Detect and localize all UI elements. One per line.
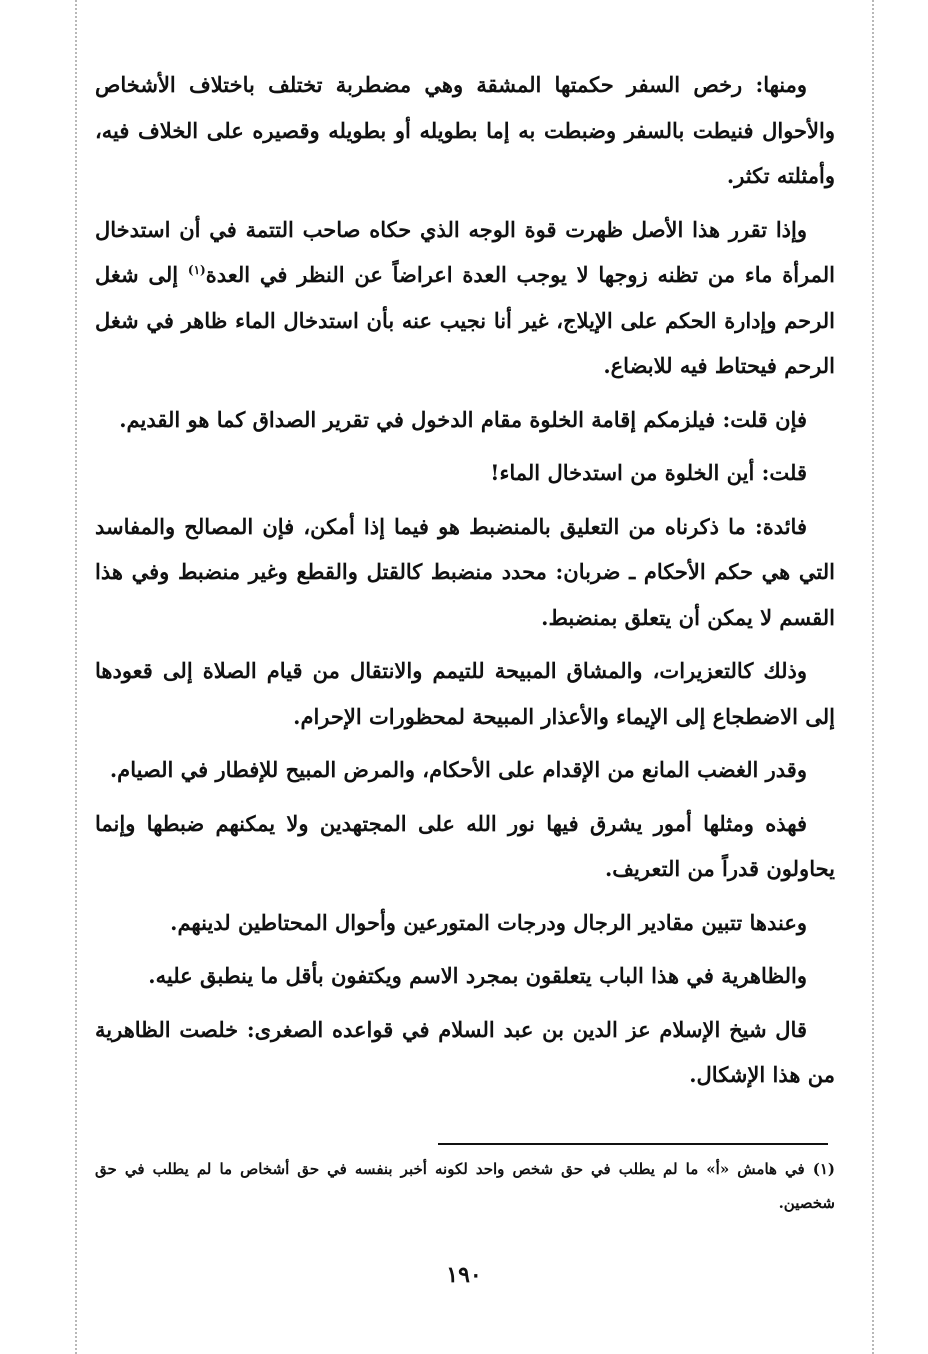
paragraph: قلت: أين الخلوة من استدخال الماء! xyxy=(490,460,807,485)
paragraph: وإذا تقرر هذا الأصل ظهرت قوة الوجه الذي حكاه صاحب التتمة في أن استدخال المرأة ماء من تظنه زوجها لا يوجب العدة اعراضاً عن النظر في العدة$^{(١)}$ إلى شغل الرحم وإدارة الحكم على الإيلاج، غير أنا نجيب عنه بأن استدخال الماء ظاهر في شغل الرحم فيحتاط فيه للابضاع. xyxy=(95,216,835,378)
scan-margin-left xyxy=(75,0,77,1354)
paragraph-lead: فائدة: xyxy=(754,513,807,539)
footnote-marker: (١) xyxy=(187,263,206,277)
paragraph: قال شيخ الإسلام عز الدين بن عبد السلام في قواعده الصغرى: خلصت الظاهرية من هذا الإشكال. xyxy=(95,1016,835,1087)
paragraph: ومنها: رخص السفر حكمتها المشقة وهي مضطربة تختلف باختلاف الأشخاص والأحوال فنيطت بالسفر وضبطت به إما بطويله أو بطويله وقصيره على الخلاف فيه، وأمثلته تكثر. xyxy=(95,72,835,188)
paragraph: وعندها تتبين مقادير الرجال ودرجات المتورعين وأحوال المحتاطين لدينهم. xyxy=(170,909,807,935)
paragraph-lead: فإن قلت: xyxy=(722,406,807,432)
main-text xyxy=(95,62,835,1106)
scan-margin-right xyxy=(872,0,874,1354)
paragraph: والظاهرية في هذا الباب يتعلقون بمجرد الاسم ويكتفون بأقل ما ينطبق عليه. xyxy=(148,963,807,988)
paragraph: فهذه ومثلها أمور يشرق فيها نور الله على المجتهدين ولا يمكنهم ضبطها وإنما يحاولون قدراً من التعريف. xyxy=(95,810,835,881)
paragraph: وقدر الغضب المانع من الإقدام على الأحكام، والمرض المبيح للإفطار في الصيام. xyxy=(109,757,807,782)
footnote: (١) في هامش «أ» ما لم يطلب في حق شخص واحد لكونه أخبر بنفسه في حق أشخاص ما لم يطلب في حق شخصين. xyxy=(95,1160,835,1212)
paragraph: فإن قلت: فيلزمكم إقامة الخلوة مقام الدخول في تقرير الصداق كما هو القديم. xyxy=(119,406,807,432)
footnote-separator xyxy=(438,1143,828,1145)
paragraph: وذلك كالتعزيرات، والمشاق المبيحة للتيمم والانتقال من قيام الصلاة إلى قعودها إلى الاضطجاع إلى الإيماء والأعذار المبيحة لمحظورات الإحرام. xyxy=(95,658,835,729)
paragraph-lead: قلت: xyxy=(761,460,807,485)
paragraph: فائدة: ما ذكرناه من التعليق بالمنضبط هو فيما إذا أمكن، فإن المصالح والمفاسد التي هي حكم الأحكام ـ ضربان: محدد منضبط كالقتل والقطع وغير منضبط وفي هذا القسم لا يمكن أن يتعلق بمنضبط. xyxy=(95,513,835,630)
page-number: ١٩٠ xyxy=(446,1262,482,1288)
